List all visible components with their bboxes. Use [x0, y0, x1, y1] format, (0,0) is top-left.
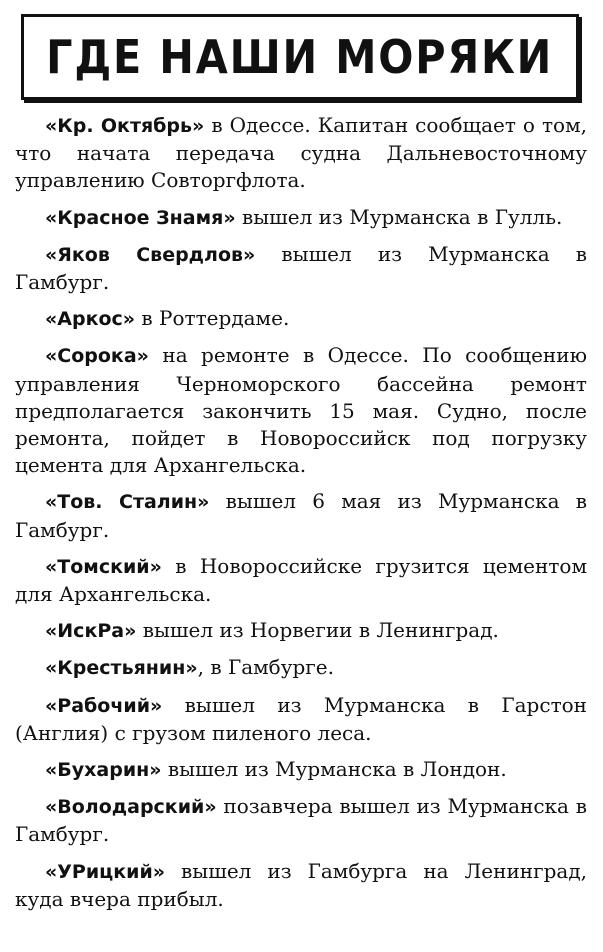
paragraph-text: в Роттердаме.: [135, 306, 290, 331]
paragraph-text: вышел 6 мая из Мурманска в Гамбург.: [15, 489, 587, 542]
article-paragraph: [15, 858, 587, 913]
article-paragraph: [15, 241, 587, 296]
ship-name: «Яков Свердлов»: [45, 243, 256, 266]
article-paragraph: [15, 204, 587, 232]
article-paragraph: [15, 756, 587, 784]
article-paragraph: [15, 617, 587, 645]
paragraph-text: на ремонте в Одессе. По сообщению управления Черноморского бассейна ремонт предполагается закончить 15 мая. Судно, после ремонта, пойдет в Новороссийск под погрузку цемента для Архангельска.: [15, 343, 587, 478]
paragraph-text: в Новороссийске грузится цементом для Архангельска.: [15, 553, 587, 607]
article-paragraph: [15, 488, 587, 543]
paragraph-text: позавчера вышел из Мурманска в Гамбург.: [15, 794, 587, 847]
ship-name: «Аркос»: [45, 308, 136, 331]
article-paragraph: [15, 654, 587, 682]
paragraph-text: в Одессе. Капитан сообщает о том, что начата передача судна Дальневосточному управлению Совторгфлота.: [15, 113, 587, 193]
ship-name: «Кр. Октябрь»: [45, 115, 205, 137]
paragraph-text: , в Гамбурге.: [197, 655, 334, 680]
headline: ГДЕ НАШИ МОРЯКИ: [46, 30, 554, 84]
paragraph-text: вышел из Мурманска в Лондон.: [161, 757, 507, 782]
ship-name: «ИскРа»: [45, 620, 137, 643]
article-paragraph: [15, 793, 587, 848]
headline-frame: [21, 14, 579, 100]
ship-name: «УРицкий»: [45, 860, 166, 883]
paragraph-text: вышел из Гамбурга на Ленинград, куда вчера прибыл.: [15, 858, 587, 911]
paragraph-text: вышел из Норвегии в Ленинград.: [136, 618, 499, 643]
article-paragraph: [15, 305, 587, 333]
article-paragraph: [15, 692, 587, 747]
paragraph-text: вышел из Мурманска в Гулль.: [235, 204, 563, 229]
ship-name: «Крестьянин»: [45, 657, 198, 680]
ship-name: «Рабочий»: [45, 694, 163, 717]
ship-name: «Бухарин»: [45, 759, 162, 782]
ship-name: «Володарский»: [45, 796, 217, 819]
article-paragraph: [15, 112, 587, 195]
ship-name: «Красное Знамя»: [45, 206, 236, 229]
ship-name: «Томский»: [45, 555, 162, 578]
ship-name: «Тов. Сталин»: [45, 491, 210, 514]
article-paragraph: [15, 553, 587, 608]
paragraph-text: вышел из Мурманска в Гамбург.: [15, 241, 587, 295]
article-body: [15, 112, 587, 922]
ship-name: «Сорока»: [45, 345, 149, 368]
article-paragraph: [15, 342, 587, 479]
paragraph-text: вышел из Мурманска в Гарстон (Англия) с грузом пиленого леса.: [15, 692, 587, 745]
